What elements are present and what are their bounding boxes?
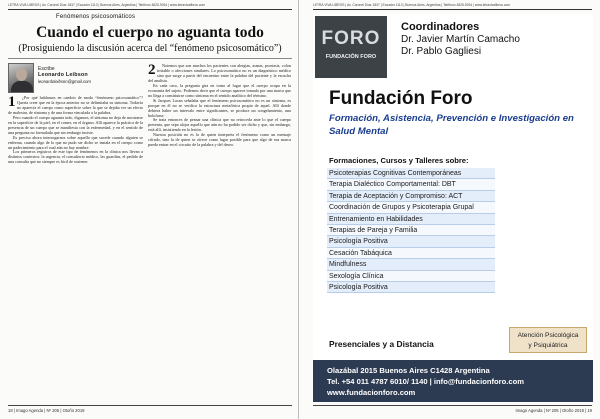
header-rule	[313, 9, 592, 10]
author-label: Escribe	[38, 66, 55, 72]
footer-phone-email[interactable]: Tel. +54 011 4787 6010/ 1140 | info@fundacionforo.com	[327, 377, 524, 386]
ad-footer	[313, 360, 593, 402]
running-head-left: LETRA VIVA LIBROS | Av. Coronel Díaz 1837 | Ecuador 1113 | Buenos Aires, Argentina | Teléfono 4825-9034 | www.letravivalibros.com	[8, 3, 206, 7]
paragraph: ¿Por qué hablamos en cambio de modo “fenómeno psicosomático”? Quería creer que en la época anterior no se delimitaba su sintoma. Todavía no aparecía el cuerpo como superficie sobre la que se dejaba ver un efecto de malestar, de síntoma y de una forma vinculada a la palabra.	[8, 95, 143, 115]
article-column-1	[8, 96, 143, 396]
paragraph: Los primeros registros de este tipo de fenómenos en la clínica nos llevan a distintos contextos: la urgencia, el consultorio médico, las guardias, el pedido de una consulta que no siempre es fácil de sostener.	[8, 149, 143, 165]
paragraph: Es preciso ahora interrogarnos sobre aquello que sucede cuando alguien se enferma, cuando algo de lo que no pudo ser dicho se instala en el cuerpo como un padecimiento para el cual aún no hay nombre.	[8, 134, 143, 150]
course-item: Coordinación de Grupos y Psicoterapia Grupal	[327, 202, 495, 213]
paragraph: Si Jacques Lacan señalaba que el fenómeno psicosomático no es un síntoma, es porque en él no se verifica la estructura metafórica propia de aquel. Allí donde debiera haber un intervalo entre significantes, se produce un congelamiento, una holofrase.	[148, 97, 291, 118]
author-info	[34, 63, 91, 94]
right-page	[299, 0, 600, 419]
article-column-2	[148, 64, 291, 396]
left-page	[0, 0, 299, 419]
header-rule	[8, 9, 292, 10]
logo-wordmark: FORO	[321, 28, 381, 49]
paragraph: Nuestra posición no es la de quien interpreta el fenómeno como un mensaje cifrado, sino la de quien se ofrece como lugar posible para que algo de esa marca pueda entrar en el circuito de la palabra y del deseo.	[148, 132, 291, 148]
badge-line: y Psiquiátrica	[528, 342, 568, 349]
folio-left: 18 | Imago Agenda | Nº 205 | Otoño 2019	[8, 408, 85, 413]
author-photo	[8, 63, 34, 93]
course-item: Terapia Dialéctico Comportamental: DBT	[327, 179, 495, 190]
course-item: Terapia de Aceptación y Compromiso: ACT	[327, 191, 495, 202]
course-item: Psicología Positiva	[327, 282, 495, 293]
ad-brand: Fundación Foro	[329, 88, 473, 109]
course-item: Cesación Tabáquica	[327, 248, 495, 259]
footer-address: Olazábal 2015 Buenos Aires C1428 Argentina	[327, 366, 490, 375]
badge-line: Atención Psicológica	[517, 332, 579, 339]
course-item: Sexología Clínica	[327, 271, 495, 282]
fundacion-foro-ad	[313, 14, 593, 402]
footer-rule	[313, 405, 592, 406]
author-box	[8, 63, 143, 94]
author-name: Leonardo Leibson	[38, 72, 88, 78]
author-email[interactable]: leonardoleibson@gmail.com	[38, 79, 91, 84]
footer-rule	[8, 405, 292, 406]
paragraph: Notemos que son muchos los pacientes con alergias, asmas, psoriasis, colon irritable o afecciones similares. Lo psicosomático no es un diagnóstico médico sino que surge a partir del encuentro entre la palabra del paciente y la escucha del analista.	[148, 63, 291, 83]
paragraph: Pero cuando el cuerpo aguanta todo, digamos, el síntoma no deja de mostrarse en la superficie de la piel, en el comer, en el órgano. Allí aparece la práctica de la presencia de un cuerpo que se manifiesta con la enfermedad, y en el sentido de una pregunta no formulada que sin embargo insiste.	[8, 114, 143, 135]
course-item: Psicoterapias Cognitivas Contemporáneas	[327, 168, 495, 179]
section-tag: Fenómenos psicosomáticos	[56, 14, 136, 20]
course-item: Terapias de Pareja y Familia	[327, 225, 495, 236]
footer-website[interactable]: www.fundacionforo.com	[327, 388, 416, 397]
article-title: Cuando el cuerpo no aguanta todo	[36, 24, 264, 41]
ad-header	[313, 14, 593, 80]
logo-subtitle: FUNDACIÓN FORO	[325, 54, 377, 60]
coordinator-name: Dr. Pablo Gagliesi	[401, 46, 482, 57]
courses-heading: Formaciones, Cursos y Talleres sobre:	[329, 156, 469, 165]
dropcap-2: 2	[148, 62, 156, 78]
modality-text: Presenciales y a Distancia	[329, 339, 434, 349]
course-item: Mindfulness	[327, 259, 495, 270]
course-item: Entrenamiento en Habilidades	[327, 214, 495, 225]
course-list	[327, 168, 495, 293]
course-item: Psicología Positiva	[327, 236, 495, 247]
attention-badge	[509, 327, 587, 353]
foro-logo	[315, 16, 387, 78]
paragraph: En cada caso, la pregunta gira en torno al lugar que el cuerpo ocupa en la economía del sujeto. Podemos decir que el cuerpo aparece tomado por una marca que no llega a constituirse como síntoma en el sentido analítico del término.	[148, 82, 291, 98]
folio-right: Imago Agenda | Nº 205 | Otoño 2019 | 19	[515, 408, 592, 413]
ad-tagline: Formación, Asistencia, Prevención e Investigación en Salud Mental	[329, 113, 574, 137]
coordinators	[387, 14, 520, 80]
title-rule	[8, 58, 292, 59]
dropcap-1: 1	[8, 94, 16, 110]
coordinators-title: Coordinadores	[401, 21, 480, 33]
paragraph: Se trata entonces de pensar una clínica que no retroceda ante lo que el cuerpo presenta, que sepa alojar aquello que aún no ha podido ser dicho y que, sin embargo, está allí, insistiendo en la lesión.	[148, 117, 291, 133]
running-head-right: LETRA VIVA LIBROS | Av. Coronel Díaz 1837 | Ecuador 1113 | Buenos Aires, Argentina | Teléfono 4825-9034 | www.letravivalibros.com	[313, 3, 511, 7]
coordinator-name: Dr. Javier Martín Camacho	[401, 34, 520, 45]
article-subtitle: (Prosiguiendo la discusión acerca del “fenómeno psicosomático”)	[18, 43, 282, 54]
